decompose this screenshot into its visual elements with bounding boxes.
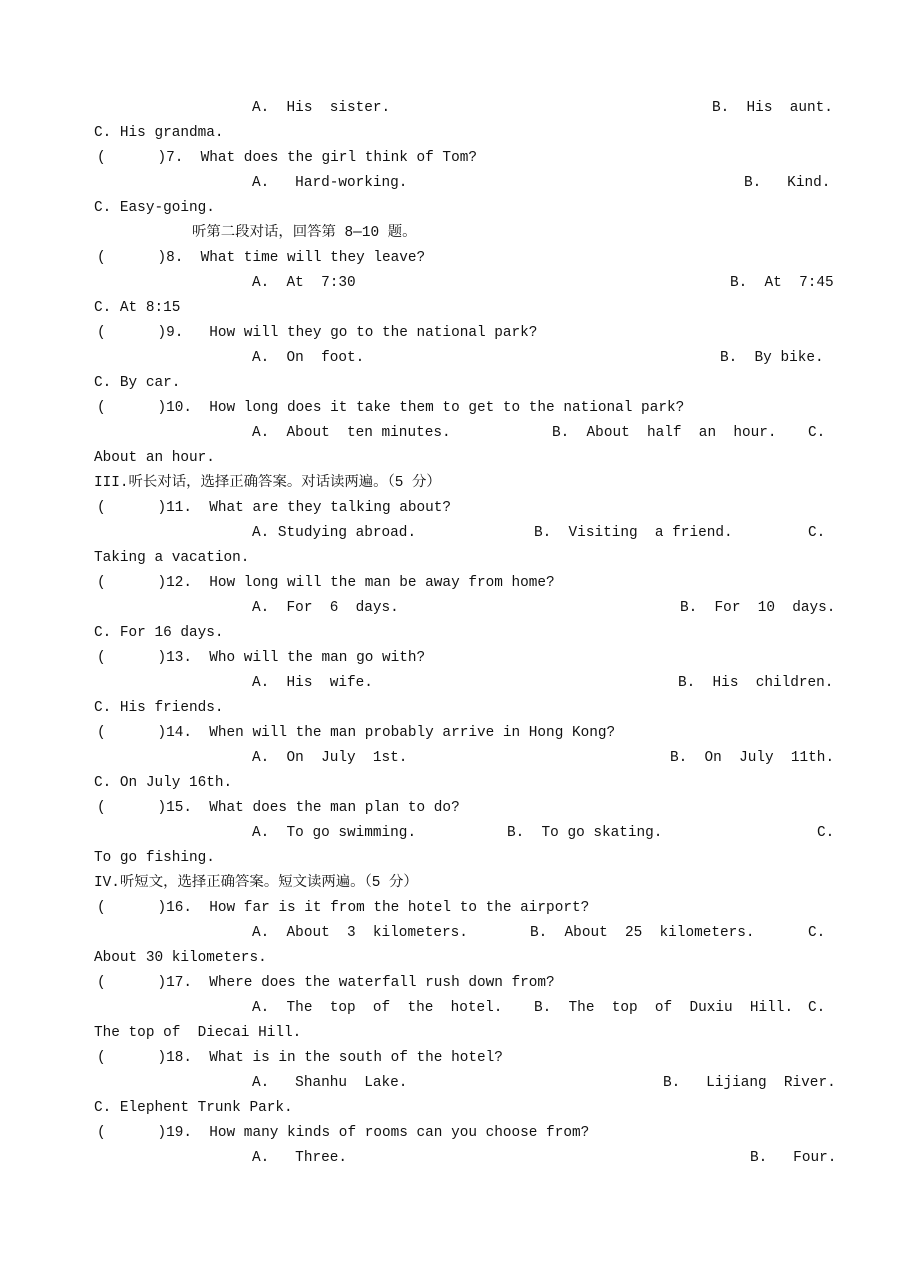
option-b: B. Four. bbox=[750, 1150, 837, 1166]
option-a: A. The top of the hotel. bbox=[252, 1000, 503, 1016]
option-a: A. On July 1st. bbox=[252, 750, 408, 766]
option-c: C. bbox=[808, 1000, 826, 1016]
option-b: B. Kind. bbox=[744, 175, 831, 191]
question: ( )19. How many kinds of rooms can you choose from? bbox=[97, 1125, 590, 1141]
section-heading: IV.听短文，选择正确答案。短文读两遍。（5 分） bbox=[94, 875, 418, 891]
question: ( )10. How long does it take them to get to the national park? bbox=[97, 400, 685, 416]
question: ( )12. How long will the man be away from home? bbox=[97, 575, 555, 591]
option-c: C. bbox=[817, 825, 835, 841]
option-continuation: The top of Diecai Hill. bbox=[94, 1025, 302, 1041]
option-continuation: C. By car. bbox=[94, 375, 181, 391]
option-b: B. On July 11th. bbox=[670, 750, 835, 766]
option-b: B. His aunt. bbox=[712, 100, 833, 116]
option-a: A. Studying abroad. bbox=[252, 525, 417, 541]
option-c: C. bbox=[808, 425, 826, 441]
option-continuation: C. For 16 days. bbox=[94, 625, 224, 641]
section-instruction: 听第二段对话，回答第 8—10 题。 bbox=[192, 225, 417, 241]
option-a: A. About ten minutes. bbox=[252, 425, 451, 441]
option-a: A. His wife. bbox=[252, 675, 373, 691]
option-c: C. bbox=[808, 925, 826, 941]
option-b: B. About half an hour. bbox=[552, 425, 777, 441]
option-continuation: C. On July 16th. bbox=[94, 775, 233, 791]
option-a: A. At 7:30 bbox=[252, 275, 356, 291]
section-heading: III.听长对话，选择正确答案。对话读两遍。（5 分） bbox=[94, 475, 441, 491]
option-a: A. Shanhu Lake. bbox=[252, 1075, 408, 1091]
option-continuation: C. Easy-going. bbox=[94, 200, 215, 216]
question: ( )8. What time will they leave? bbox=[97, 250, 426, 266]
option-b: B. Visiting a friend. bbox=[534, 525, 733, 541]
option-a: A. His sister. bbox=[252, 100, 391, 116]
option-continuation: About an hour. bbox=[94, 450, 215, 466]
option-c: C. bbox=[808, 525, 826, 541]
option-a: A. To go swimming. bbox=[252, 825, 417, 841]
option-continuation: C. His grandma. bbox=[94, 125, 224, 141]
option-a: A. About 3 kilometers. bbox=[252, 925, 468, 941]
question: ( )16. How far is it from the hotel to the airport? bbox=[97, 900, 590, 916]
option-b: B. By bike. bbox=[720, 350, 824, 366]
option-continuation: C. His friends. bbox=[94, 700, 224, 716]
question: ( )18. What is in the south of the hotel? bbox=[97, 1050, 503, 1066]
option-a: A. Hard-working. bbox=[252, 175, 408, 191]
question: ( )9. How will they go to the national park? bbox=[97, 325, 538, 341]
question: ( )14. When will the man probably arrive in Hong Kong? bbox=[97, 725, 616, 741]
option-b: B. The top of Duxiu Hill. bbox=[534, 1000, 794, 1016]
option-b: B. For 10 days. bbox=[680, 600, 836, 616]
option-continuation: About 30 kilometers. bbox=[94, 950, 267, 966]
option-continuation: C. Elephent Trunk Park. bbox=[94, 1100, 293, 1116]
option-continuation: Taking a vacation. bbox=[94, 550, 250, 566]
question: ( )11. What are they talking about? bbox=[97, 500, 452, 516]
option-b: B. Lijiang River. bbox=[663, 1075, 836, 1091]
option-continuation: To go fishing. bbox=[94, 850, 215, 866]
option-b: B. To go skating. bbox=[507, 825, 663, 841]
option-a: A. Three. bbox=[252, 1150, 347, 1166]
option-b: B. At 7:45 bbox=[730, 275, 834, 291]
option-a: A. For 6 days. bbox=[252, 600, 399, 616]
option-b: B. About 25 kilometers. bbox=[530, 925, 755, 941]
question: ( )13. Who will the man go with? bbox=[97, 650, 426, 666]
question: ( )15. What does the man plan to do? bbox=[97, 800, 460, 816]
option-b: B. His children. bbox=[678, 675, 834, 691]
option-continuation: C. At 8:15 bbox=[94, 300, 181, 316]
question: ( )17. Where does the waterfall rush down from? bbox=[97, 975, 555, 991]
option-a: A. On foot. bbox=[252, 350, 365, 366]
question: ( )7. What does the girl think of Tom? bbox=[97, 150, 477, 166]
